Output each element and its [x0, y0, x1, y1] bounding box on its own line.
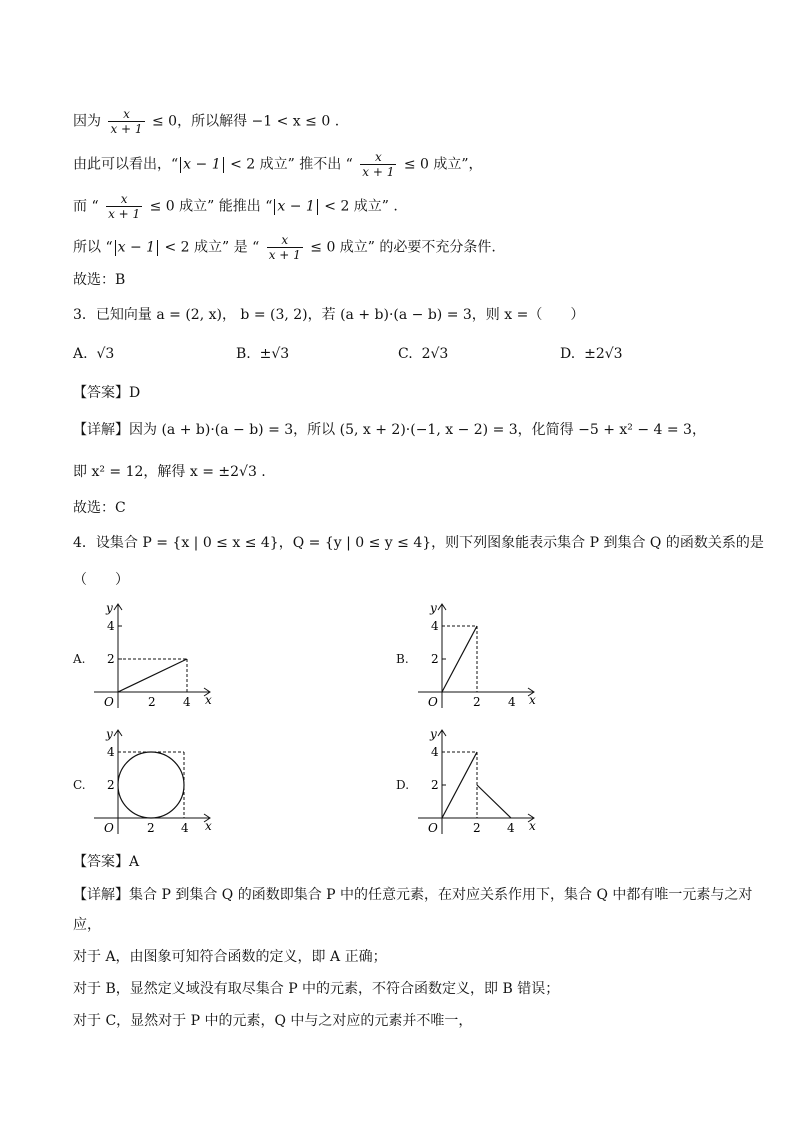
axis-x-label: x — [205, 819, 212, 833]
option-label: D. — [560, 346, 576, 362]
option-label: B. — [236, 346, 251, 362]
solution-line-4 — [73, 233, 496, 262]
option-label: A. — [73, 346, 88, 362]
option-value: 2√3 — [421, 346, 449, 362]
axis-y-label: y — [106, 601, 113, 615]
question-4-paren: （ ） — [73, 572, 129, 588]
axis-y-label: y — [430, 727, 437, 741]
text: < 2 成立” 是 “ — [164, 239, 260, 256]
text: 由此可以看出，“ — [73, 156, 179, 173]
detail-q4-line-1: 【详解】集合 P 到集合 Q 的函数即集合 P 中的任意元素，在对应关系作用下，集合 Q 中都有唯一元素与之对 — [73, 887, 753, 903]
origin-label: O — [104, 695, 114, 709]
tick-label: 4 — [107, 745, 115, 759]
text: ≤ 0 成立” 能推出 “ — [149, 198, 273, 215]
option-b — [236, 346, 289, 362]
detail-q4-line-2: 应， — [73, 917, 101, 933]
origin-label: O — [104, 821, 114, 835]
answer-q3: 【答案】D — [73, 385, 141, 401]
abs-expr: x − 1 — [183, 156, 221, 173]
axis-y-label: y — [106, 727, 113, 741]
graph-label-d: D. — [396, 778, 410, 792]
axis-x-label: x — [205, 693, 212, 707]
tick-label: 4 — [181, 821, 189, 835]
tick-label: 2 — [147, 821, 155, 835]
tick-label: 4 — [183, 695, 191, 709]
text: 因为 — [73, 113, 101, 130]
graph-label-c: C. — [73, 778, 86, 792]
question-3-stem: 3．已知向量 a = (2, x)， b = (3, 2)，若 (a + b)·(a − b) = 3，则 x =（ ） — [73, 307, 585, 323]
tick-label: 4 — [431, 619, 439, 633]
detail-q4-line-4: 对于 B，显然定义域没有取尽集合 P 中的元素，不符合函数定义，即 B 错误； — [73, 981, 560, 997]
tick-label: 2 — [431, 778, 439, 792]
detail-q4-line-5: 对于 C，显然对于 P 中的元素，Q 中与之对应的元素并不唯一， — [73, 1013, 473, 1029]
axis-x-label: x — [529, 693, 536, 707]
text: 而 “ — [73, 198, 99, 215]
graph-d — [412, 724, 542, 839]
detail-q3-line-1: 【详解】因为 (a + b)·(a − b) = 3，所以 (5, x + 2)·(−1, x − 2) = 3，化简得 −5 + x² − 4 = 3， — [73, 422, 706, 438]
abs-bar — [223, 157, 224, 173]
choose-q3: 故选：C — [73, 500, 126, 516]
graph-b — [412, 598, 542, 713]
option-value: √3 — [96, 346, 115, 362]
detail-q4-line-3: 对于 A，由图象可知符合函数的定义，即 A 正确； — [73, 949, 387, 965]
abs-expr: x − 1 — [277, 198, 315, 215]
tick-label: 4 — [507, 821, 515, 835]
fraction-x-over-x-plus-1: $\frac{x}{x + 1}$ — [268, 233, 301, 262]
option-d — [560, 346, 623, 362]
tick-label: 2 — [107, 652, 115, 666]
option-c — [398, 346, 448, 362]
abs-expr: x − 1 — [117, 239, 156, 256]
solution-line-3 — [73, 192, 398, 221]
tick-label: 4 — [431, 745, 439, 759]
detail-q3-line-2: 即 x² = 12，解得 x = ±2√3 . — [73, 464, 266, 480]
tick-label: 2 — [148, 695, 156, 709]
solution-line-1 — [73, 107, 339, 136]
text: 所以 “ — [73, 239, 113, 256]
text: ≤ 0，所以解得 −1 < x ≤ 0 . — [152, 113, 340, 130]
axis-y-label: y — [430, 601, 437, 615]
fraction-x-over-x-plus-1: $\frac{x}{x + 1}$ — [110, 107, 143, 136]
graph-a — [88, 598, 218, 713]
tick-label: 4 — [107, 619, 115, 633]
tick-label: 2 — [473, 695, 481, 709]
text: ≤ 0 成立”， — [403, 156, 483, 173]
tick-label: 4 — [508, 695, 516, 709]
fraction-x-over-x-plus-1: $\frac{x}{x + 1}$ — [362, 150, 395, 179]
solution-line-2 — [73, 150, 483, 179]
answer-q4: 【答案】A — [73, 854, 140, 870]
option-a — [73, 346, 114, 362]
tick-label: 2 — [431, 652, 439, 666]
tick-label: 2 — [107, 778, 115, 792]
abs-bar — [317, 199, 318, 215]
option-label: C. — [398, 346, 413, 362]
origin-label: O — [428, 821, 438, 835]
text: < 2 成立” 推不出 “ — [230, 156, 353, 173]
option-value: ±√3 — [259, 346, 290, 362]
abs-bar — [274, 199, 275, 215]
abs-bar — [115, 240, 116, 256]
graph-label-b: B. — [396, 652, 409, 666]
option-value: ±2√3 — [584, 346, 623, 362]
choose-line-1: 故选：B — [73, 272, 126, 288]
abs-bar — [157, 240, 158, 256]
text: < 2 成立” . — [324, 198, 398, 215]
graph-label-a: A. — [73, 652, 86, 666]
origin-label: O — [428, 695, 438, 709]
graph-c — [88, 724, 218, 839]
abs-bar — [180, 157, 181, 173]
text: ≤ 0 成立” 的必要不充分条件. — [310, 239, 496, 256]
question-4-stem: 4．设集合 P = {x | 0 ≤ x ≤ 4}，Q = {y | 0 ≤ y ≤ 4}，则下列图象能表示集合 P 到集合 Q 的函数关系的是 — [73, 535, 764, 551]
axis-x-label: x — [529, 819, 536, 833]
tick-label: 2 — [473, 821, 481, 835]
fraction-x-over-x-plus-1: $\frac{x}{x + 1}$ — [108, 192, 141, 221]
